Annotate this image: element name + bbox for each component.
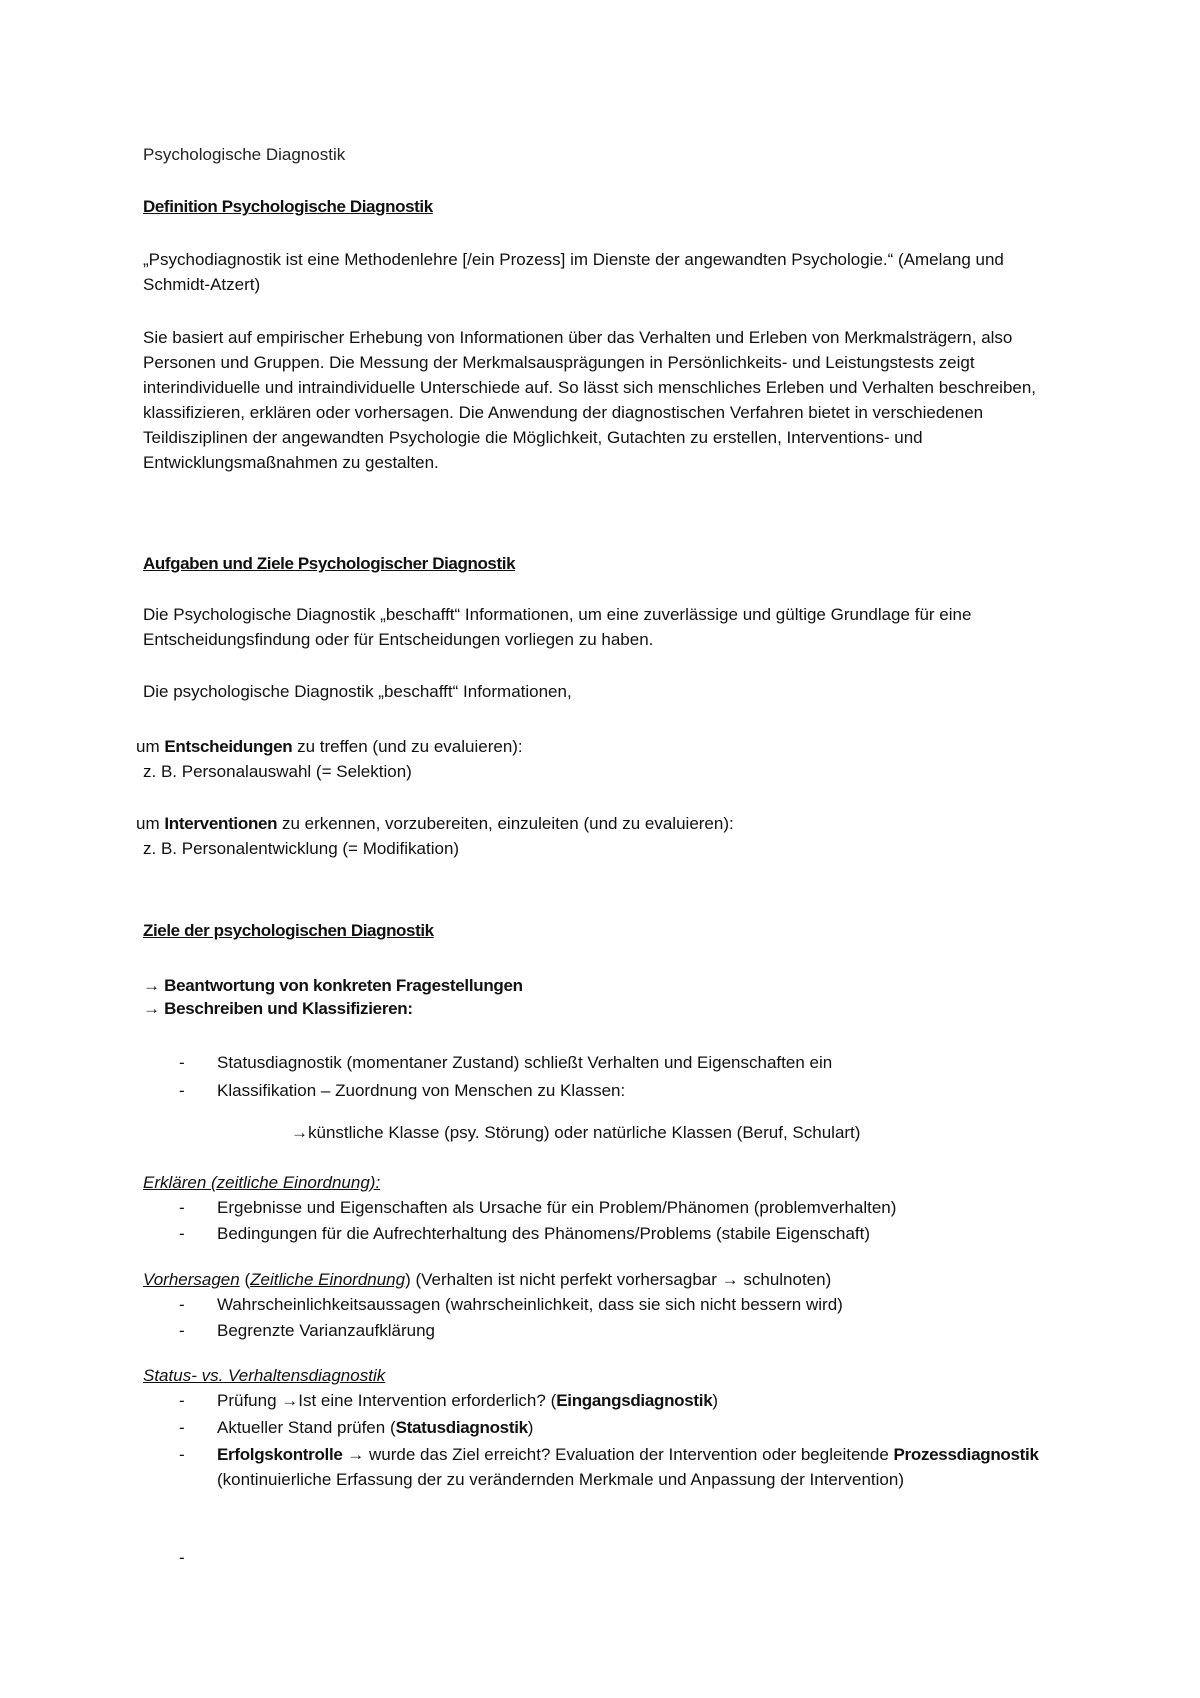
section-heading-aufgaben: Aufgaben und Ziele Psychologischer Diagnostik xyxy=(143,554,516,573)
list-item xyxy=(143,1388,1063,1413)
list-item: - Wahrscheinlichkeitsaussagen (wahrscheinlichkeit, dass sie sich nicht bessern wird) xyxy=(143,1292,1063,1317)
list-erklaeren xyxy=(143,1195,1063,1246)
item-text: zu erkennen, vorzubereiten, einzuleiten (und zu evaluieren): xyxy=(277,814,734,833)
item-prefix: um xyxy=(136,737,165,756)
vorhersagen-sub: Zeitliche Einordnung xyxy=(250,1270,406,1289)
section-heading-ziele: Ziele der psychologischen Diagnostik xyxy=(143,921,434,940)
item-keyword: Prozessdiagnostik xyxy=(893,1445,1039,1464)
vorhersagen-label: Vorhersagen xyxy=(143,1270,240,1289)
item-text: zu treffen (und zu evaluieren): xyxy=(292,737,523,756)
document-title: Psychologische Diagnostik xyxy=(143,145,346,164)
item-text: ) xyxy=(712,1391,719,1410)
aufgaben-item-entscheidungen xyxy=(136,734,1056,759)
ziele-arrow-beschreiben: → Beschreiben und Klassifizieren: xyxy=(143,999,413,1018)
item-keyword: Interventionen xyxy=(164,814,278,833)
erklaeren-heading: Erklären (zeitliche Einordnung): xyxy=(143,1173,381,1192)
item-keyword: Erfolgskontrolle xyxy=(217,1445,343,1464)
list-item: - Klassifikation – Zuordnung von Menschen zu Klassen: xyxy=(143,1078,1063,1103)
list-item xyxy=(143,1442,1063,1492)
item-keyword: Eingangsdiagnostik xyxy=(556,1391,713,1410)
vorhersagen-open: ( xyxy=(239,1270,251,1289)
list-item: - Ergebnisse und Eigenschaften als Ursache für ein Problem/Phänomen (problemverhalten) xyxy=(143,1195,1063,1220)
aufgaben-paragraph-2: Die psychologische Diagnostik „beschafft“ Informationen, xyxy=(143,682,572,701)
list-vorhersagen xyxy=(143,1292,1063,1343)
ziele-arrow-fragestellungen: → Beantwortung von konkreten Fragestellungen xyxy=(143,976,523,995)
definition-quote: „Psychodiagnostik ist eine Methodenlehre [/ein Prozess] im Dienste der angewandten Psychologie.“ (Amelang und Schmidt-Atzert) xyxy=(143,250,1004,294)
item-text: Prüfung →Ist eine Intervention erforderlich? ( xyxy=(217,1391,557,1410)
item-prefix: um xyxy=(136,814,165,833)
item-keyword: Statusdiagnostik xyxy=(395,1418,528,1437)
item-text: Aktueller Stand prüfen ( xyxy=(217,1418,396,1437)
list-item: - Begrenzte Varianzaufklärung xyxy=(143,1318,1063,1343)
list-status xyxy=(143,1388,1063,1492)
status-heading: Status- vs. Verhaltensdiagnostik xyxy=(143,1366,386,1385)
definition-paragraph: Sie basiert auf empirischer Erhebung von Informationen über das Verhalten und Erleben von Merkmalsträgern, also Personen und Gruppen. Die Messung der Merkmalsausprägungen in Persönlichkeits- und Leistungstests zeigt interindividuelle und intraindividuelle Unterschiede auf. So lässt sich menschliches Erleben und Verhalten beschreiben, klassifizieren, erklären oder vorhersagen. Die Anwendung der diagnostischen Verfahren bietet in verschiedenen Teildisziplinen der angewandten Psychologie die Möglichkeit, Gutachten zu erstellen, Interventions- und Entwicklungsmaßnahmen zu gestalten. xyxy=(143,328,1037,472)
item-keyword: Entscheidungen xyxy=(164,737,293,756)
vorhersagen-rest: ) (Verhalten ist nicht perfekt vorhersagbar → schulnoten) xyxy=(405,1270,832,1289)
section-heading-definition: Definition Psychologische Diagnostik xyxy=(143,197,433,216)
aufgaben-item-interventionen xyxy=(136,811,1056,836)
classes-line: →künstliche Klasse (psy. Störung) oder natürliche Klassen (Beruf, Schulart) xyxy=(291,1123,861,1142)
item-text: → wurde das Ziel erreicht? Evaluation der Intervention oder begleitende xyxy=(342,1445,894,1464)
list-beschreiben xyxy=(143,1050,1063,1103)
list-item: - Bedingungen für die Aufrechterhaltung des Phänomens/Problems (stabile Eigenschaft) xyxy=(143,1221,1063,1246)
aufgaben-example-selektion: z. B. Personalauswahl (= Selektion) xyxy=(143,762,412,781)
aufgaben-paragraph-1: Die Psychologische Diagnostik „beschafft“ Informationen, um eine zuverlässige und gültige Grundlage für eine Entscheidungsfindung oder für Entscheidungen vorliegen zu haben. xyxy=(143,605,972,649)
aufgaben-example-modifikation: z. B. Personalentwicklung (= Modifikation) xyxy=(143,839,460,858)
vorhersagen-line xyxy=(143,1267,1063,1292)
item-text: (kontinuierliche Erfassung der zu verändernden Merkmale und Anpassung der Intervention) xyxy=(217,1470,905,1489)
list-item xyxy=(143,1415,1063,1440)
list-item: - Statusdiagnostik (momentaner Zustand) schließt Verhalten und Eigenschaften ein xyxy=(143,1050,1063,1075)
item-text: ) xyxy=(527,1418,534,1437)
